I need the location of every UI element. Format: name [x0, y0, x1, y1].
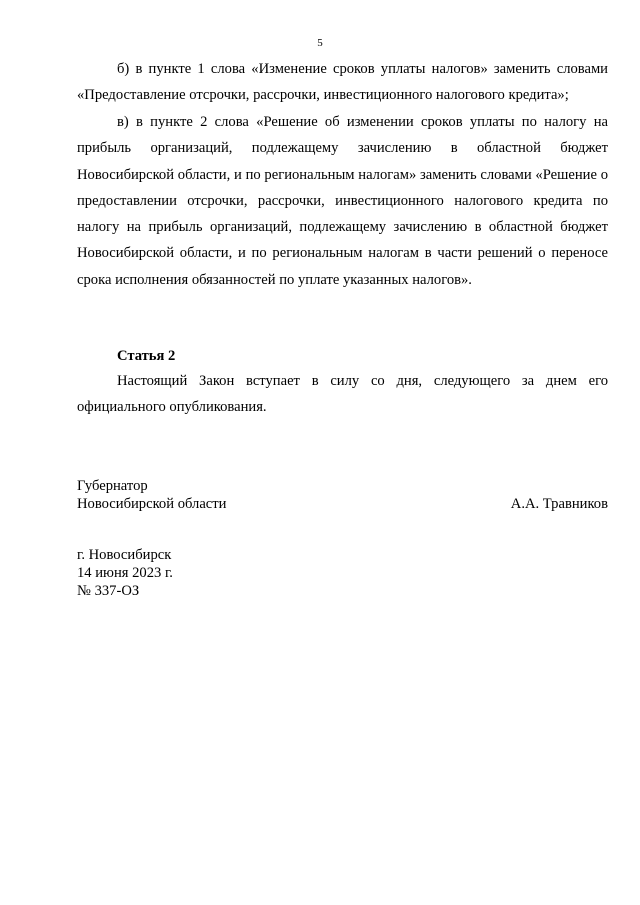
page-number: 5 [317, 37, 323, 49]
article-2-title: Статья 2 [117, 348, 176, 364]
signatory-name: А.А. Травников [510, 496, 608, 512]
paragraph-v [77, 109, 608, 293]
signature-block [77, 477, 608, 513]
law-number: № 337-ОЗ [77, 583, 140, 599]
issue-date: 14 июня 2023 г. [77, 565, 173, 581]
issue-city: г. Новосибирск [77, 547, 172, 563]
signatory-position-line1: Губернатор [77, 478, 148, 494]
paragraph-b-text: б) в пункте 1 слова «Изменение сроков уплаты налогов» заменить словами «Предоставление отсрочки, рассрочки, инвестиционного налогового кредита»; [77, 61, 608, 104]
article-2-body [77, 368, 608, 421]
issue-details [77, 546, 608, 600]
signatory-row [77, 495, 608, 513]
paragraph-b [77, 56, 608, 109]
signatory-position-line2: Новосибирской области [77, 496, 227, 512]
paragraph-v-text: в) в пункте 2 слова «Решение об изменении сроков уплаты по налогу на прибыль организаций, подлежащему зачислению в областной бюджет Новосибирской области, и по региональным налогам» заменить словами «Решение о предоставлении отсрочки, рассрочки, инвестиционного налогового кредита по налогу на прибыль организаций, подлежащему зачислению в областной бюджет Новосибирской области, и по региональным налогам в части решений о переносе срока исполнения обязанностей по уплате указанных налогов». [77, 114, 608, 288]
article-2-text: Настоящий Закон вступает в силу со дня, следующего за днем его официального опубликования. [77, 373, 608, 416]
